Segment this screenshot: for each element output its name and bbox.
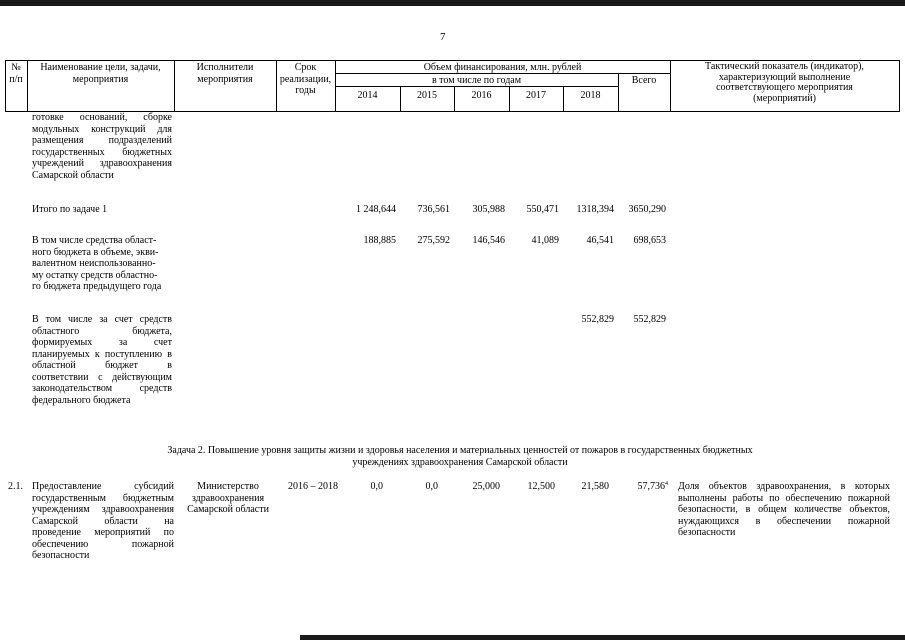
item21-value: 25,000 <box>472 481 500 492</box>
incl-balance-value: 46,541 <box>586 235 614 246</box>
header-year: 2018 <box>580 90 601 101</box>
page-number: 7 <box>440 31 446 43</box>
incl-federal-total: 552,829 <box>633 314 666 325</box>
item21-value: 12,500 <box>527 481 555 492</box>
item21-value: 0,0 <box>425 481 438 492</box>
header-executors: Исполнители мероприятия <box>196 62 254 85</box>
total-task1-value: 3650,290 <box>628 204 666 215</box>
header-volume: Объем финансирования, млн. рублей <box>423 62 582 73</box>
header-by-years: в том числе по годам <box>431 75 522 86</box>
header-term: Срок реализации, годы <box>279 62 332 96</box>
header-year: 2015 <box>417 90 437 101</box>
total-task1-value: 1318,394 <box>576 204 614 215</box>
incl-federal-label: В том числе за счет средств областного бюджета, формируемых за счет планируемых к поступлению в областной бюджет в соответствии с действующим законодательством средств федерального бюджета <box>32 314 172 406</box>
incl-balance-value: 275,592 <box>417 235 450 246</box>
item21-footnote: 4 <box>665 481 668 487</box>
header-indicator: Тактический показатель (индикатор), характеризующий выполнение соответствующего мероприятия (мероприятий) <box>705 61 864 104</box>
total-task1-value: 736,561 <box>417 204 450 215</box>
total-task1-label: Итого по задаче 1 <box>32 204 108 215</box>
header-year: 2014 <box>357 90 378 101</box>
header-name: Наименование цели, задачи, мероприятия <box>40 62 161 85</box>
total-task1-value: 305,988 <box>472 204 505 215</box>
col-line <box>899 60 900 112</box>
item21-value: 21,580 <box>581 481 609 492</box>
col-line <box>670 60 671 112</box>
incl-balance-value: 698,653 <box>633 235 666 246</box>
item21-value: 0,0 <box>370 481 383 492</box>
task2-title: Задача 2. Повышение уровня защиты жизни и здоровья населения и материальных ценностей от пожаров в государственных бюджетных учреждениях здравоохранения Самарской области <box>167 445 753 468</box>
bottom-border <box>300 635 905 640</box>
incl-balance-value: 146,546 <box>472 235 505 246</box>
top-border <box>0 0 905 6</box>
incl-balance-value: 41,089 <box>531 235 559 246</box>
total-task1-value: 1 248,644 <box>356 204 396 215</box>
header-num: № п/п <box>9 62 23 85</box>
continuation-text: готовке оснований, сборке модульных конструкций для размещения подразделений государственных бюджетных учреждений здравоохранения Самарской области <box>32 112 172 181</box>
total-task1-value: 550,471 <box>526 204 559 215</box>
incl-federal-2018: 552,829 <box>581 314 614 325</box>
header-year: 2017 <box>526 90 546 101</box>
item21-total <box>618 481 668 493</box>
item21-name: Предоставление субсидий государственным бюджетным учреждениям здравоохранения Самарской области на проведение мероприятий по обеспечению пожарной безопасности <box>32 481 174 561</box>
item21-total-value: 57,736 <box>637 481 665 492</box>
incl-balance-label: В том числе средства област- ного бюджета в объеме, экви- валентном неиспользованно- му остатку средств областно- го бюджета предыдущего года <box>32 235 162 292</box>
item21-num: 2.1. <box>8 481 23 492</box>
item21-executor: Министерство здравоохранения Самарской области <box>187 481 269 515</box>
incl-balance-value: 188,885 <box>363 235 396 246</box>
header-year: 2016 <box>471 90 492 101</box>
header-total: Всего <box>631 75 657 86</box>
item21-term: 2016 – 2018 <box>288 481 338 492</box>
item21-indicator: Доля объектов здравоохранения, в которых выполнены работы по обеспечению пожарной безопасности, в общем количестве объектов, нуждающихся в обеспечении пожарной безопасности <box>678 481 890 538</box>
